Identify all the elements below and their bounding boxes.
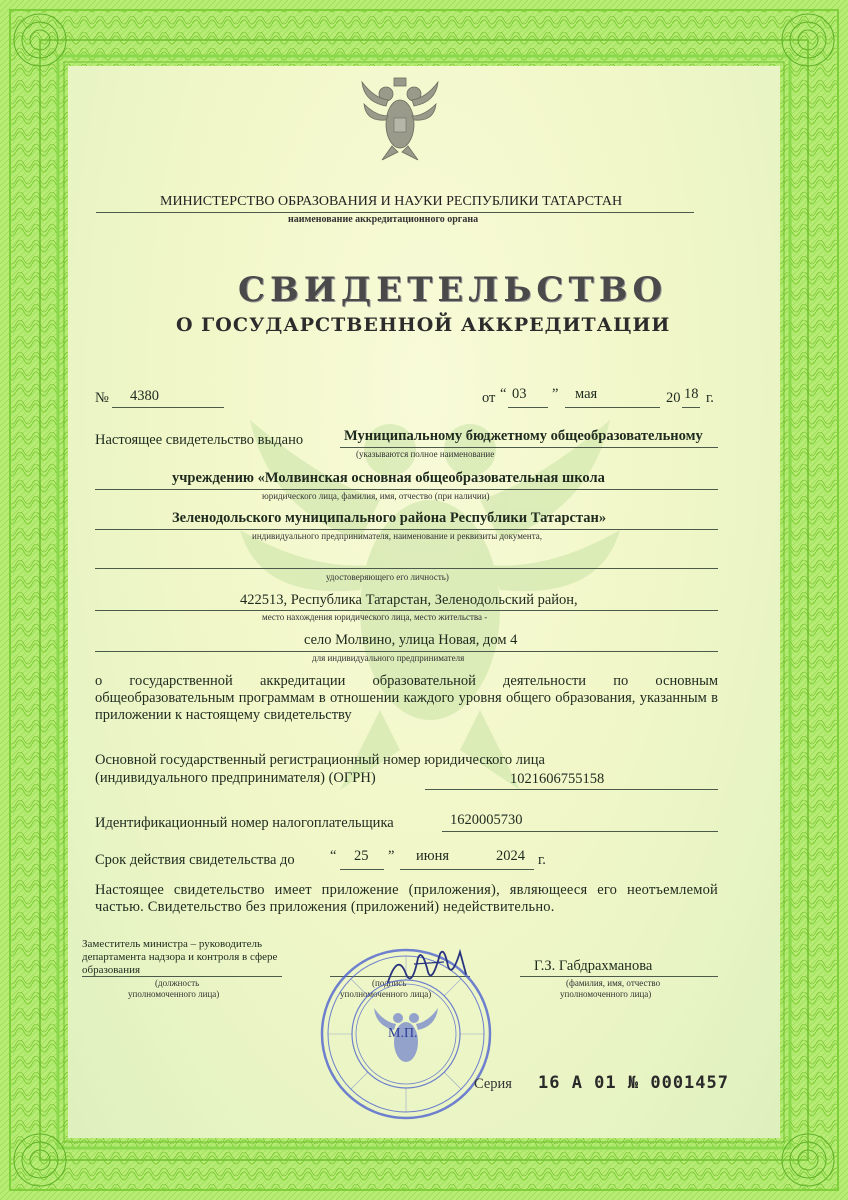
signatory-name: Г.З. Габдрахманова <box>534 958 653 974</box>
appendix-text: Настоящее свидетельство имеет приложение (приложения), являющееся его неотъемлемой частью. Свидетельство без приложения (приложений) недействительно. <box>95 882 718 915</box>
seal-place-label: М.П. <box>388 1026 418 1041</box>
caption-entrepreneur: индивидуального предпринимателя, наименование и реквизиты документа, <box>252 531 542 541</box>
signatory-position: Заместитель министра – руководитель департамента надзора и контроля в сфере образования <box>82 938 278 976</box>
caption-name-2: уполномоченного лица) <box>560 989 652 999</box>
validity-suffix: г. <box>538 852 546 868</box>
caption-signature-1: (подпись <box>372 978 407 988</box>
coat-of-arms-icon <box>360 76 440 162</box>
ogrn-value: 1021606755158 <box>510 771 605 787</box>
number-prefix: № <box>95 390 109 406</box>
validity-month: июня <box>416 848 450 864</box>
validity-year: 2024 <box>496 848 525 864</box>
validity-day: 25 <box>354 848 369 864</box>
address-line-1: 422513, Республика Татарстан, Зеленодольский район, <box>240 592 578 608</box>
holder-line-3: Зеленодольского муниципального района Республики Татарстан» <box>172 510 607 526</box>
caption-name-1: (фамилия, имя, отчество <box>566 978 661 988</box>
issued-label: Настоящее свидетельство выдано <box>95 432 304 448</box>
document-title: СВИДЕТЕЛЬСТВО <box>238 270 668 310</box>
authority-caption: наименование аккредитационного органа <box>288 214 479 225</box>
date-quote-open: “ <box>500 386 507 402</box>
issue-year: 18 <box>684 386 699 402</box>
accreditation-text: о государственной аккредитации образовательной деятельности по основным общеобразовательным программам в отношении каждого уровня общего образования, указанным в приложении к настоящему свидетельству <box>95 673 718 723</box>
certificate-number: 4380 <box>130 388 159 404</box>
inn-label: Идентификационный номер налогоплательщика <box>95 815 394 831</box>
issue-century: 20 <box>666 390 681 406</box>
validity-label: Срок действия свидетельства до <box>95 852 295 868</box>
holder-line-1: Муниципальному бюджетному общеобразовательному <box>344 428 703 444</box>
ogrn-text-1: Основной государственный регистрационный номер юридического лица <box>95 752 545 768</box>
caption-identity: удостоверяющего его личность) <box>326 572 449 582</box>
authority-name: МИНИСТЕРСТВО ОБРАЗОВАНИЯ И НАУКИ РЕСПУБЛИКИ ТАТАРСТАН <box>160 194 623 209</box>
issue-month: мая <box>575 386 598 402</box>
date-quote-close: ” <box>552 386 559 402</box>
document-subtitle: О ГОСУДАРСТВЕННОЙ АККРЕДИТАЦИИ <box>176 314 671 336</box>
date-prefix: от <box>482 390 496 406</box>
ogrn-text-2: (индивидуального предпринимателя) (ОГРН) <box>95 770 376 786</box>
date-suffix: г. <box>706 390 714 406</box>
caption-legal-entity: юридического лица, фамилия, имя, отчество (при наличии) <box>262 491 490 501</box>
caption-position-1: (должность <box>155 978 200 988</box>
series-number: 16 А 01 № 0001457 <box>538 1073 729 1093</box>
address-line-2: село Молвино, улица Новая, дом 4 <box>304 632 518 648</box>
inn-value: 1620005730 <box>450 812 523 828</box>
handwritten-signature-icon <box>384 944 474 992</box>
caption-full-name: (указываются полное наименование <box>356 449 495 459</box>
issue-day: 03 <box>512 386 527 402</box>
caption-location: место нахождения юридического лица, место жительства - <box>262 612 488 622</box>
holder-line-2: учреждению «Молвинская основная общеобразовательная школа <box>172 470 605 486</box>
caption-signature-2: уполномоченного лица) <box>340 989 432 999</box>
caption-entrepreneur-address: для индивидуального предпринимателя <box>312 653 465 663</box>
series-label: Серия <box>474 1076 512 1092</box>
validity-quote-open: “ <box>330 848 337 864</box>
caption-position-2: уполномоченного лица) <box>128 989 220 999</box>
validity-quote-close: ” <box>388 848 395 864</box>
